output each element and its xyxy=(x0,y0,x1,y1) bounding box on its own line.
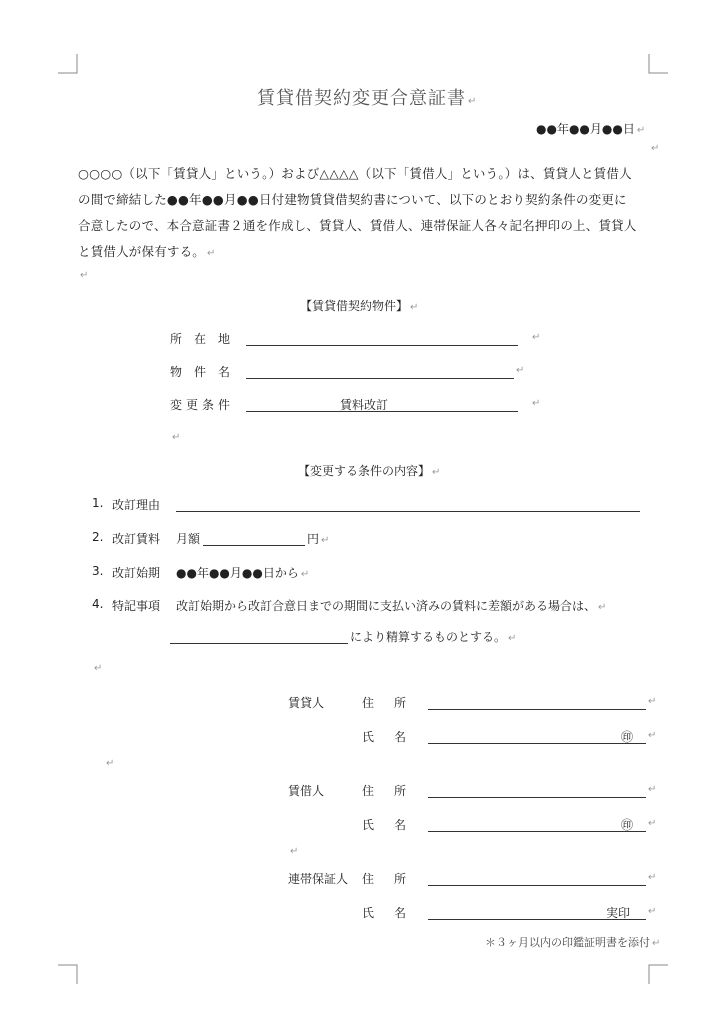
yen-suffix: 円 ↵ xyxy=(307,532,330,546)
lessor-address-field-line[interactable] xyxy=(428,709,646,710)
revision-start-value: ●●年●●月●●日から ↵ xyxy=(176,566,310,580)
lessee-name-label: 氏 名 xyxy=(362,818,411,832)
paragraph-mark: ↵ xyxy=(648,730,657,741)
lessee-address-field-line[interactable] xyxy=(428,797,646,798)
special-notes-text: 改訂始期から改訂合意日までの期間に支払い済みの賃料に差額がある場合は、 ↵ xyxy=(176,599,607,613)
real-seal-text: 実印 xyxy=(606,906,631,920)
paragraph-mark: ↵ xyxy=(290,846,299,857)
section-heading-conditions: 【変更する条件の内容】 ↵ xyxy=(298,464,441,478)
top-right-crop-mark xyxy=(648,54,668,74)
paragraph-mark: ↵ xyxy=(648,906,657,917)
paragraph-mark: ↵ xyxy=(651,143,660,154)
paragraph-mark: ↵ xyxy=(532,332,541,343)
guarantor-address-label: 住 所 xyxy=(362,872,411,886)
seal-icon: ㊞ xyxy=(621,730,634,744)
paragraph-mark: ↵ xyxy=(80,270,89,281)
paragraph-line-last: と賃借人が保有する。 ↵ xyxy=(78,244,216,259)
item-3-number: 3. xyxy=(92,564,104,578)
guarantor-name-label: 氏 名 xyxy=(362,906,411,920)
special-notes-text-line2: により精算するものとする。 ↵ xyxy=(350,630,517,644)
document-title: 賃貸借契約変更合意証書 ↵ xyxy=(257,88,478,109)
paragraph-mark: ↵ xyxy=(648,784,657,795)
revised-rent-label: 改訂賃料 xyxy=(112,532,161,546)
paragraph-mark: ↵ xyxy=(106,758,115,769)
lessee-label: 賃借人 xyxy=(288,784,325,798)
paragraph-mark: ↵ xyxy=(172,432,181,443)
lessor-name-field-line[interactable] xyxy=(428,743,646,744)
lessor-address-label: 住 所 xyxy=(362,696,411,710)
section-heading-property: 【賃貸借契約物件】 ↵ xyxy=(300,299,419,313)
paragraph-mark: ↵ xyxy=(648,696,657,707)
item-1-number: 1. xyxy=(92,496,104,510)
change-condition-value: 賃料改訂 xyxy=(340,398,389,412)
lessee-name-field-line[interactable] xyxy=(428,831,646,832)
property-name-label: 物件名 xyxy=(170,365,243,379)
settlement-method-field-line[interactable] xyxy=(170,643,348,644)
revised-rent-field-line[interactable] xyxy=(203,545,305,546)
paragraph-line: ○○○○（以下「賃貸人」という。）および△△△△（以下「賃借人」という。）は、賃貸人と賃借人 xyxy=(78,166,632,181)
paragraph-mark: ↵ xyxy=(648,872,657,883)
paragraph-mark: ↵ xyxy=(94,663,103,674)
revision-reason-field-line[interactable] xyxy=(176,511,640,512)
paragraph-mark: ↵ xyxy=(648,818,657,829)
document-date: ●●年●●月●●日 ↵ xyxy=(536,122,646,136)
paragraph-mark: ↵ xyxy=(532,398,541,409)
special-notes-label: 特記事項 xyxy=(112,599,161,613)
monthly-prefix: 月額 xyxy=(176,532,201,546)
item-4-number: 4. xyxy=(92,597,104,611)
top-left-crop-mark xyxy=(58,54,78,74)
seal-icon: ㊞ xyxy=(621,818,634,832)
property-name-field-line[interactable] xyxy=(246,378,514,379)
paragraph-line: 合意したので、本合意証書２通を作成し、賃貸人、賃借人、連帯保証人各々記名押印の上、賃貸人 xyxy=(78,218,637,233)
item-2-number: 2. xyxy=(92,530,104,544)
lessor-name-label: 氏 名 xyxy=(362,730,411,744)
revision-start-label: 改訂始期 xyxy=(112,566,161,580)
location-label: 所在地 xyxy=(170,332,243,346)
lessor-label: 賃貸人 xyxy=(288,696,325,710)
guarantor-address-field-line[interactable] xyxy=(428,885,646,886)
location-field-line[interactable] xyxy=(246,345,518,346)
lessee-address-label: 住 所 xyxy=(362,784,411,798)
paragraph-line: の間で締結した●●年●●月●●日付建物賃貸借契約書について、以下のとおり契約条件の変更に xyxy=(78,192,627,207)
paragraph-mark: ↵ xyxy=(516,365,525,376)
guarantor-label: 連帯保証人 xyxy=(288,872,349,886)
footnote: ＊３ヶ月以内の印鑑証明書を添付 ↵ xyxy=(485,936,661,949)
bottom-left-crop-mark xyxy=(58,964,78,984)
revision-reason-label: 改訂理由 xyxy=(112,498,161,512)
change-condition-label: 変更条件 xyxy=(170,398,235,412)
bottom-right-crop-mark xyxy=(648,964,668,984)
